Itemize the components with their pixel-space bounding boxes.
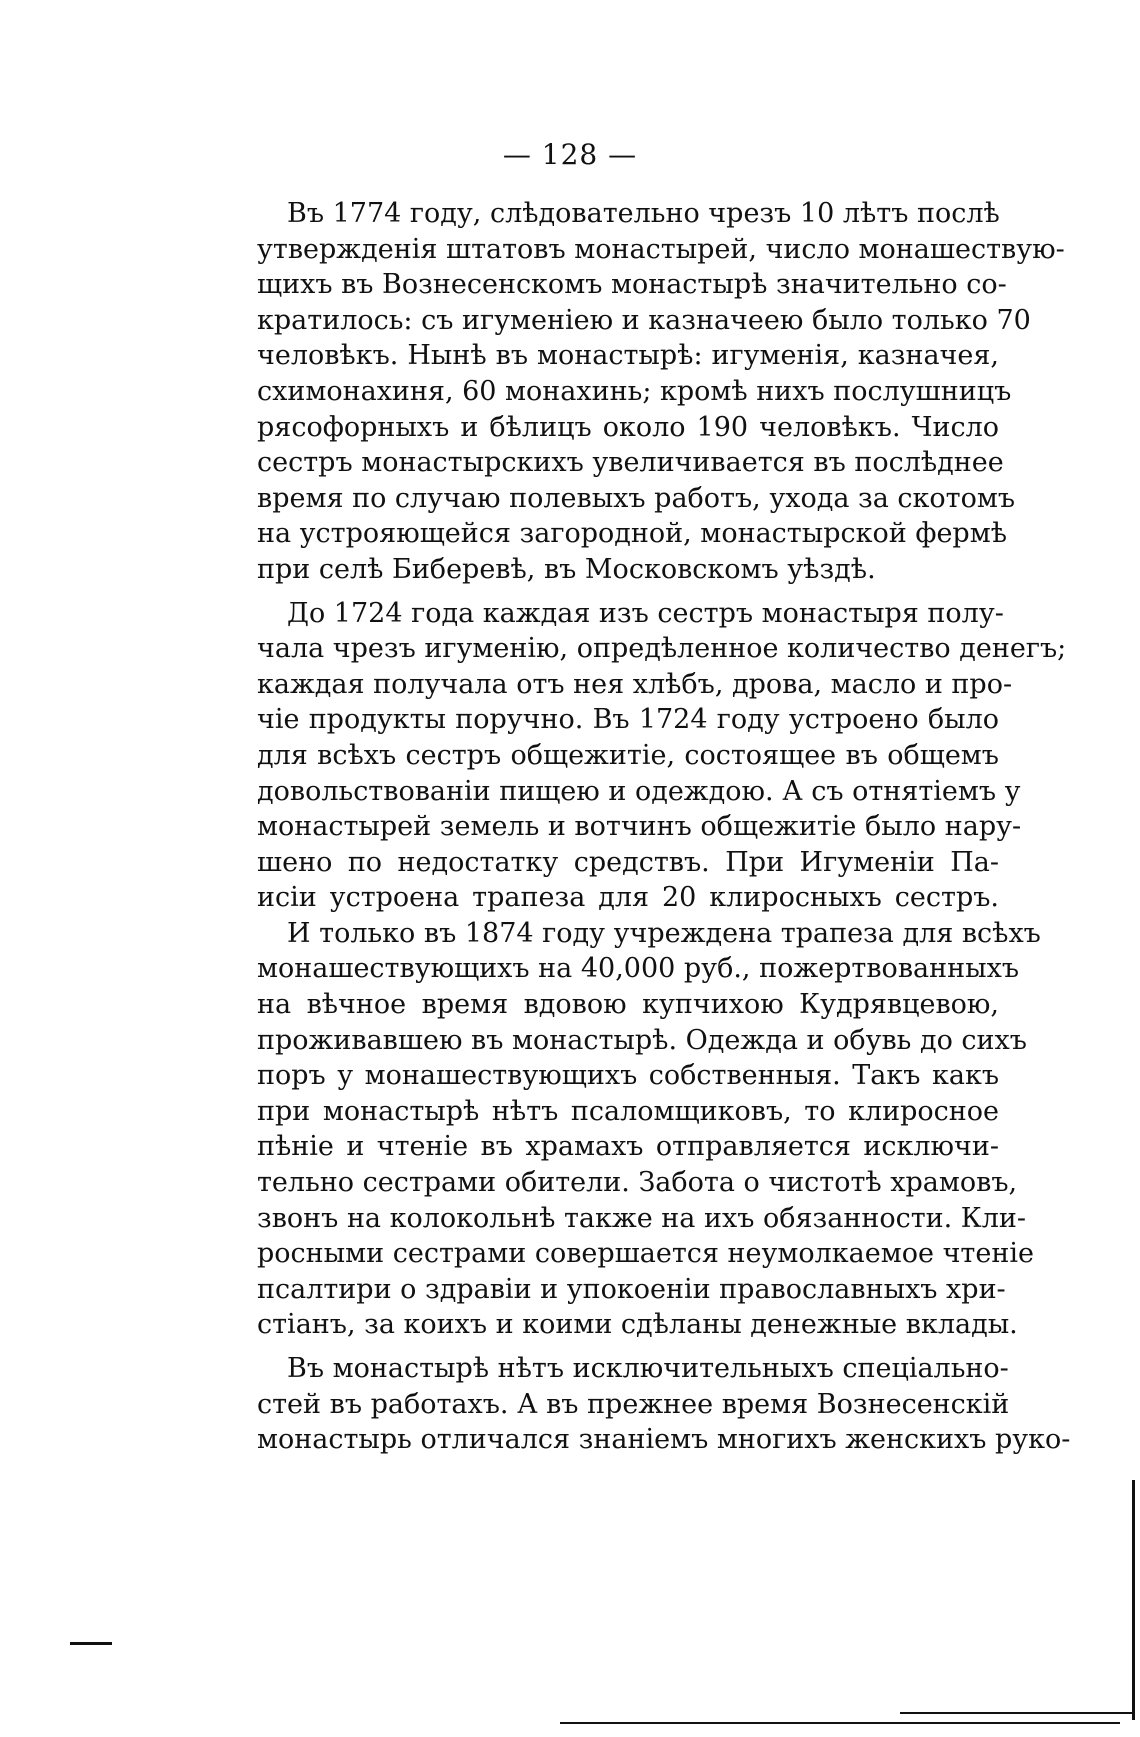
text-line: для всѣхъ сестръ общежитіе, состоящее въ общемъ	[257, 739, 999, 771]
scan-edge-bottom	[560, 1722, 1120, 1724]
text-line: стей въ работахъ. А въ прежнее время Вознесенскій	[257, 1388, 1010, 1420]
text-line: монастырей земель и вотчинъ общежитіе было нару-	[257, 811, 1022, 843]
text-line: схимонахиня, 60 монахинь; кромѣ нихъ послушницъ	[257, 375, 1012, 407]
body-text	[257, 196, 1071, 1458]
text-line: исіи устроена трапеза для 20 клиросныхъ сестръ.	[257, 882, 999, 914]
text-line: монастырь отличался знаніемъ многихъ женскихъ руко-	[257, 1424, 1071, 1456]
text-line: каждая получала отъ нея хлѣбъ, дрова, масло и про-	[257, 668, 1013, 700]
text-line: чіе продукты поручно. Въ 1724 году устроено было	[257, 704, 999, 736]
text-line: на вѣчное время вдовою купчихою Кудрявцевою,	[257, 989, 999, 1021]
scan-edge-right	[1132, 1480, 1135, 1720]
text-line: при селѣ Биберевѣ, въ Московскомъ уѣздѣ.	[257, 553, 876, 585]
text-line: псалтири о здравіи и упокоеніи православныхъ хри-	[257, 1273, 1006, 1305]
text-line: И только въ 1874 году учреждена трапеза для всѣхъ	[287, 917, 1041, 949]
page-number: — 128 —	[502, 138, 638, 171]
scan-edge-bottom-2	[900, 1712, 1132, 1714]
text-line: проживавшею въ монастырѣ. Одежда и обувь до сихъ	[257, 1024, 1027, 1056]
text-line: при монастырѣ нѣтъ псаломщиковъ, то клиросное	[257, 1095, 999, 1127]
text-line: шено по недостатку средствъ. При Игуменіи Па-	[257, 846, 999, 878]
text-line: сестръ монастырскихъ увеличивается въ послѣднее	[257, 447, 1004, 479]
text-line: тельно сестрами обители. Забота о чистотѣ храмовъ,	[257, 1167, 1018, 1199]
text-line: звонъ на колокольнѣ также на ихъ обязанности. Кли-	[257, 1202, 1026, 1234]
text-line: время по случаю полевыхъ работъ, ухода за скотомъ	[257, 482, 1016, 514]
text-line: кратилось: съ игуменіею и казначеею было только 70	[257, 304, 1031, 336]
text-line: стіанъ, за коихъ и коими сдѣланы денежные вклады.	[257, 1309, 1018, 1341]
text-line: утвержденія штатовъ монастырей, число монашествую-	[257, 233, 1065, 265]
scan-mark-left	[70, 1642, 112, 1645]
text-line: чала чрезъ игуменію, опредѣленное количество денегъ;	[257, 633, 1067, 665]
text-line: Въ 1774 году, слѣдовательно чрезъ 10 лѣтъ послѣ	[287, 198, 1000, 229]
text-line: довольствованіи пищею и одеждою. А съ отнятіемъ у	[257, 775, 1021, 807]
text-line: поръ у монашествующихъ собственныя. Такъ какъ	[257, 1060, 999, 1092]
text-line: До 1724 года каждая изъ сестръ монастыря полу-	[287, 597, 1004, 629]
text-line: монашествующихъ на 40,000 руб., пожертвованныхъ	[257, 953, 1019, 985]
text-line: щихъ въ Вознесенскомъ монастырѣ значительно со-	[257, 269, 1007, 301]
text-line: рясофорныхъ и бѣлицъ около 190 человѣкъ. Число	[257, 411, 999, 443]
text-line: человѣкъ. Нынѣ въ монастырѣ: игуменія, казначея,	[257, 340, 999, 372]
text-line: Въ монастырѣ нѣтъ исключительныхъ спеціально-	[287, 1353, 1009, 1384]
text-line: росными сестрами совершается неумолкаемое чтеніе	[257, 1238, 1034, 1270]
text-line: на устрояющейся загородной, монастырской фермѣ	[257, 518, 1008, 550]
text-line: пѣніе и чтеніе въ храмахъ отправляется исключи-	[257, 1131, 999, 1163]
